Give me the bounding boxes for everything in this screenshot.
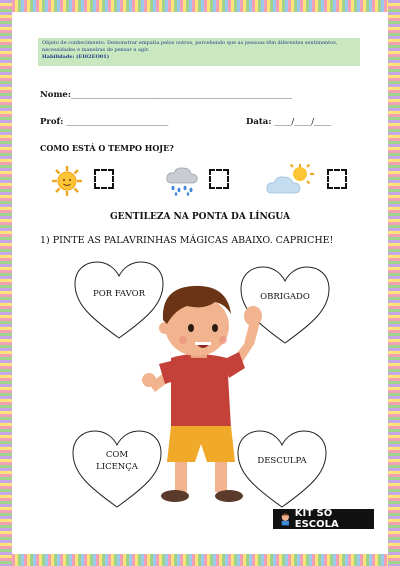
magic-word-desculpa: DESCULPA — [257, 456, 307, 466]
weather-checkbox-sun[interactable] — [94, 169, 114, 189]
student-icon — [279, 512, 292, 526]
teacher-field[interactable] — [40, 117, 168, 127]
activity-title: GENTILEZA NA PONTA DA LÍNGUA — [110, 212, 290, 222]
weather-checkbox-cloudy[interactable] — [327, 169, 347, 189]
objective-line-2: necessidades e maneiras de pensar e agir. — [42, 47, 150, 53]
activity-instruction: 1) PINTE AS PALAVRINHAS MÁGICAS ABAIXO. CAPRICHE! — [40, 235, 334, 246]
date-line: ____/____/____ — [274, 117, 332, 127]
partly-cloudy-icon — [266, 163, 316, 197]
learning-objective-box — [38, 38, 360, 66]
magic-word-por-favor: POR FAVOR — [92, 289, 146, 299]
logo-text: KIT SÓ ESCOLA — [294, 508, 339, 530]
name-field[interactable] — [40, 90, 292, 100]
teacher-line: ________________________ — [66, 117, 169, 127]
name-label: Nome: — [40, 90, 71, 100]
kit-so-escola-logo — [273, 509, 374, 529]
sun-icon — [50, 165, 84, 197]
date-label: Data: — [246, 117, 272, 127]
magic-word-obrigado: OBRIGADO — [260, 292, 310, 302]
name-line: ____________________________________________________ — [70, 90, 292, 100]
weather-question: COMO ESTÁ O TEMPO HOJE? — [40, 143, 174, 153]
weather-checkbox-rain[interactable] — [209, 169, 229, 189]
boy-illustration — [135, 280, 270, 512]
magic-word-com: COM — [105, 450, 129, 460]
skill-code: Habilidade: (EI02EO01) — [42, 54, 110, 60]
magic-word-licenca: LICENÇA — [96, 462, 138, 472]
teacher-label: Prof: — [40, 117, 64, 127]
date-field[interactable] — [246, 117, 331, 127]
objective-line-1: Objeto de conhecimento: Demonstrar empatia pelos outros, percebendo que as pessoas têm diferentes sentimentos, — [42, 40, 338, 46]
rain-cloud-icon — [164, 165, 200, 197]
